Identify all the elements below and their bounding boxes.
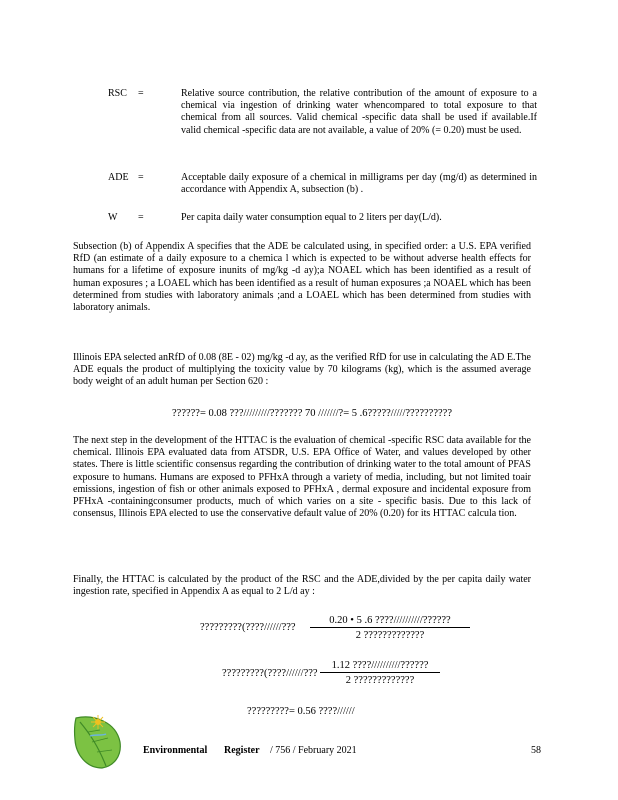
definition-text: Per capita daily water consumption equal to 2 liters per day(L/d). <box>181 212 442 223</box>
definition-equals: = <box>138 88 144 99</box>
definition-equals: = <box>138 172 144 183</box>
definition-rsc <box>108 88 538 150</box>
paragraph-subsection: Subsection (b) of Appendix A specifies that the ADE be calculated using, in specified order: a U.S. EPA verified RfD (an estimate of a daily exposure to a chemica l which is expected to be without adverse health effects for humans for a lifetime of exposure inunits of mg/kg -d ay);a NOAEL which has been identified as a result of human exposures ; a LOAEL which has been identified as a result of human exposures ;a NOAEL which has been determined from studies with laboratory animals ;and a LOAEL which has been determined from studies with laboratory animals. <box>73 241 531 314</box>
formula-2-fraction <box>320 660 440 686</box>
paragraph-rfd: Illinois EPA selected anRfD of 0.08 (8E - 02) mg/kg -d ay, as the verified RfD for use in calculating the AD E.The ADE equals the product of multiplying the toxicity value by 70 kilograms (kg), which is the assumed average body weight of an adult human per Section 620 : <box>73 352 531 388</box>
footer-issue: / 756 / February 2021 <box>270 745 357 756</box>
fraction-bar <box>320 672 440 673</box>
definition-text: Acceptable daily exposure of a chemical in milligrams per day (mg/d) as determined in accordance with Appendix A, subsection (b) . <box>181 172 537 196</box>
formula-2-denominator: 2 ????????????? <box>345 675 415 686</box>
leaf-logo-icon <box>72 712 124 770</box>
definition-w <box>108 212 538 226</box>
fraction-bar <box>310 627 470 628</box>
definition-equals: = <box>138 212 144 223</box>
formula-1-fraction <box>310 615 470 641</box>
formula-2-left: ?????????(????//////??? <box>222 668 318 679</box>
formula-2-numerator: 1.12 ????//////////?????? <box>331 660 429 671</box>
result-formula: ?????????= 0.56 ????////// <box>247 706 355 717</box>
formula-1-denominator: 2 ????????????? <box>355 630 425 641</box>
footer-publication: Environmental <box>143 745 208 756</box>
definition-term: RSC <box>108 88 127 99</box>
formula-1-left: ?????????(????//////??? <box>200 622 296 633</box>
definition-term: W <box>108 212 118 223</box>
page-number: 58 <box>531 745 541 756</box>
definition-term: ADE <box>108 172 129 183</box>
definition-ade <box>108 172 538 198</box>
ade-formula: ??????= 0.08 ???/////////??????? 70 ///////?= 5 .6?????/////?????????? <box>172 408 452 419</box>
definition-text: Relative source contribution, the relative contribution of the amount of exposure to a chemical via ingestion of drinking water whencompared to total exposure to that chemical from all sources. Valid chemical -specific data shall be used if available.If valid chemical -specific data are not available, a value of 20% (= 0.20) must be used. <box>181 88 537 136</box>
footer-register: Register <box>224 745 260 756</box>
paragraph-rsc-evaluation: The next step in the development of the HTTAC is the evaluation of chemical -specific RSC data available for the chemical. Illinois EPA evaluated data from ATSDR, U.S. EPA Office of Water, and values developed by other states. There is little scientific consensus regarding the contribution of drinking water to the total amount of PFAS exposure to humans. Humans are exposed to PFHxA through a variety of media, including, but not limited toair emissions, ingestion of fish or other animals exposed to PFHxA , dermal exposure and incidental exposure from PFHxA -containingconsumer products, much of which varies on a site - specific basis. Due to this lack of consensus, Illinois EPA elected to use the conservative default value of 20% (0.20) for its HTTAC calcula tion. <box>73 435 531 520</box>
formula-1-numerator: 0.20 • 5 .6 ????//////////?????? <box>329 615 451 626</box>
paragraph-httac: Finally, the HTTAC is calculated by the product of the RSC and the ADE,divided by the per capita daily water ingestion rate, specified in Appendix A as equal to 2 L/d ay : <box>73 574 531 598</box>
